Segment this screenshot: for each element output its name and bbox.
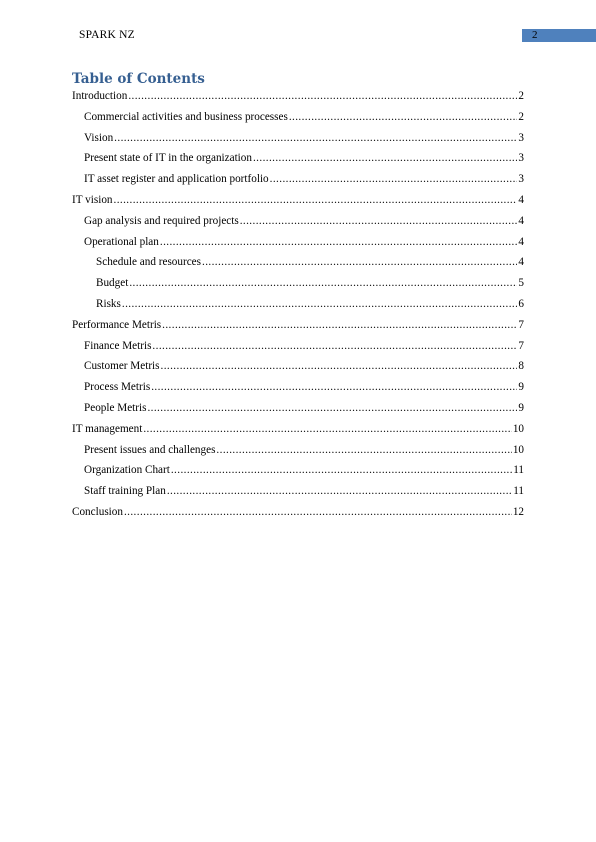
- toc-entry[interactable]: [72, 340, 524, 361]
- toc-entry-title: Budget: [96, 277, 129, 290]
- toc-entry-page: 3: [518, 131, 524, 144]
- toc-entry-title: Operational plan: [84, 235, 159, 248]
- toc-entry-page: 9: [518, 401, 524, 414]
- toc-dot-leader: [160, 236, 518, 248]
- table-of-contents: [72, 90, 524, 527]
- toc-dot-leader: [202, 256, 517, 268]
- toc-entry[interactable]: [72, 277, 524, 298]
- toc-entry[interactable]: [72, 194, 524, 215]
- toc-entry-page: 5: [518, 277, 524, 290]
- toc-heading: Table of Contents: [72, 71, 205, 87]
- toc-entry-title: Organization Chart: [84, 464, 170, 477]
- header-title: SPARK NZ: [79, 29, 135, 41]
- toc-dot-leader: [124, 506, 512, 518]
- toc-entry-page: 9: [518, 381, 524, 394]
- toc-entry-title: Commercial activities and business processes: [84, 110, 288, 123]
- toc-entry-page: 10: [512, 443, 524, 456]
- toc-entry[interactable]: [72, 215, 524, 236]
- toc-dot-leader: [143, 423, 512, 435]
- toc-entry-title: IT vision: [72, 193, 113, 206]
- toc-entry[interactable]: [72, 402, 524, 423]
- toc-entry[interactable]: [72, 152, 524, 173]
- toc-entry[interactable]: [72, 236, 524, 257]
- toc-entry-title: Customer Metris: [84, 360, 160, 373]
- toc-entry-title: Vision: [84, 131, 114, 144]
- toc-dot-leader: [216, 444, 511, 456]
- toc-entry-title: Gap analysis and required projects: [84, 214, 239, 227]
- toc-entry[interactable]: [72, 90, 524, 111]
- toc-entry[interactable]: [72, 464, 524, 485]
- toc-entry[interactable]: [72, 444, 524, 465]
- toc-dot-leader: [289, 111, 518, 123]
- toc-entry-page: 10: [512, 422, 524, 435]
- toc-entry[interactable]: [72, 485, 524, 506]
- toc-entry[interactable]: [72, 256, 524, 277]
- toc-entry-page: 8: [518, 360, 524, 373]
- toc-entry-title: Finance Metris: [84, 339, 152, 352]
- toc-entry-page: 12: [512, 505, 524, 518]
- page-number: 2: [532, 29, 538, 41]
- toc-entry-title: Process Metris: [84, 381, 151, 394]
- toc-entry-page: 11: [513, 485, 524, 498]
- toc-dot-leader: [240, 215, 518, 227]
- toc-entry[interactable]: [72, 506, 524, 527]
- toc-dot-leader: [171, 464, 512, 476]
- page-number-badge: [522, 29, 596, 42]
- toc-entry[interactable]: [72, 173, 524, 194]
- toc-entry[interactable]: [72, 132, 524, 153]
- toc-dot-leader: [253, 152, 517, 164]
- toc-entry[interactable]: [72, 360, 524, 381]
- toc-entry-title: Conclusion: [72, 505, 123, 518]
- toc-entry[interactable]: [72, 423, 524, 444]
- toc-entry-page: 3: [518, 173, 524, 186]
- toc-entry-page: 3: [518, 152, 524, 165]
- toc-entry-title: IT asset register and application portfolio: [84, 173, 269, 186]
- toc-dot-leader: [161, 360, 518, 372]
- toc-dot-leader: [270, 173, 518, 185]
- toc-entry-page: 4: [518, 193, 524, 206]
- toc-entry[interactable]: [72, 319, 524, 340]
- toc-entry-title: Risks: [96, 297, 121, 310]
- toc-entry[interactable]: [72, 298, 524, 319]
- toc-entry-page: 7: [518, 339, 524, 352]
- toc-entry[interactable]: [72, 111, 524, 132]
- toc-dot-leader: [152, 340, 517, 352]
- toc-dot-leader: [114, 194, 518, 206]
- toc-entry-title: Present issues and challenges: [84, 443, 216, 456]
- toc-entry-title: People Metris: [84, 401, 147, 414]
- toc-entry-page: 7: [518, 318, 524, 331]
- toc-entry-page: 6: [518, 297, 524, 310]
- toc-entry-title: IT management: [72, 422, 143, 435]
- toc-dot-leader: [147, 402, 517, 414]
- toc-entry-title: Introduction: [72, 90, 128, 102]
- toc-entry-page: 4: [518, 214, 524, 227]
- toc-entry-page: 4: [518, 256, 524, 269]
- toc-entry-title: Staff training Plan: [84, 485, 166, 498]
- toc-dot-leader: [162, 319, 517, 331]
- toc-entry-title: Schedule and resources: [96, 256, 201, 269]
- toc-dot-leader: [128, 90, 517, 102]
- toc-dot-leader: [151, 381, 517, 393]
- toc-entry-page: 11: [513, 464, 524, 477]
- toc-dot-leader: [122, 298, 518, 310]
- toc-entry-title: Present state of IT in the organization: [84, 152, 252, 165]
- toc-entry[interactable]: [72, 381, 524, 402]
- toc-dot-leader: [129, 277, 517, 289]
- toc-entry-page: 4: [518, 235, 524, 248]
- toc-entry-title: Performance Metris: [72, 318, 162, 331]
- toc-entry-page: 2: [518, 110, 524, 123]
- toc-dot-leader: [114, 132, 517, 144]
- toc-entry-page: 2: [518, 90, 524, 102]
- toc-dot-leader: [167, 485, 512, 497]
